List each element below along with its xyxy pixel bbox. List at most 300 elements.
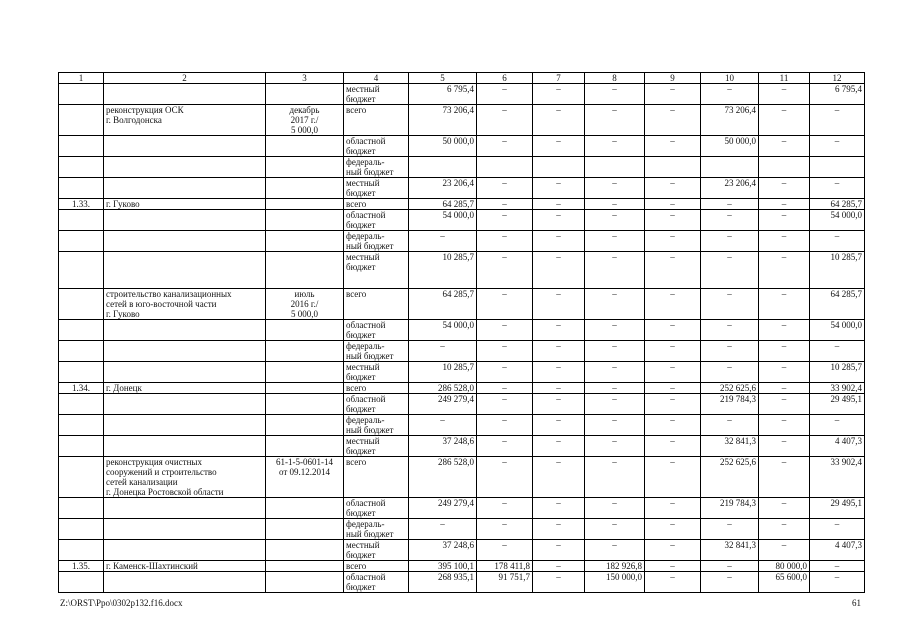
table-cell: – (759, 362, 810, 383)
table-cell: всего (344, 289, 409, 320)
table-cell: – (645, 178, 701, 199)
table-cell: – (585, 415, 645, 436)
table-cell: 73 206,4 (701, 105, 759, 136)
column-header: 4 (344, 73, 409, 84)
table-cell: областной бюджет (344, 394, 409, 415)
table-cell: 23 206,4 (409, 178, 477, 199)
table-cell: – (701, 572, 759, 593)
table-cell (759, 157, 810, 178)
table-cell (59, 320, 104, 341)
table-cell: – (645, 252, 701, 289)
table-cell: 64 285,7 (409, 289, 477, 320)
table-cell: – (533, 561, 585, 572)
table-row (59, 210, 865, 231)
table-cell: – (759, 540, 810, 561)
table-cell: 50 000,0 (701, 136, 759, 157)
table-cell: – (645, 561, 701, 572)
table-row (59, 394, 865, 415)
table-cell: – (810, 136, 865, 157)
table-cell: 1.35. (59, 561, 104, 572)
table-cell: – (759, 436, 810, 457)
table-cell: 10 285,7 (409, 362, 477, 383)
table-cell (59, 252, 104, 289)
table-cell: – (585, 498, 645, 519)
table-cell: 64 285,7 (810, 289, 865, 320)
table-cell: – (645, 105, 701, 136)
table-cell (533, 157, 585, 178)
table-row (59, 540, 865, 561)
table-cell: 10 285,7 (409, 252, 477, 289)
table-cell: – (477, 231, 533, 252)
table-row (59, 498, 865, 519)
table-cell: – (533, 383, 585, 394)
table-row (59, 383, 865, 394)
table-cell: 54 000,0 (409, 210, 477, 231)
table-cell: федераль- ный бюджет (344, 519, 409, 540)
column-header: 2 (104, 73, 266, 84)
table-cell: – (645, 415, 701, 436)
table-cell: – (645, 457, 701, 498)
table-row (59, 157, 865, 178)
table-cell: – (810, 105, 865, 136)
table-cell: 64 285,7 (409, 199, 477, 210)
table-cell (59, 436, 104, 457)
table-cell: – (759, 394, 810, 415)
table-row (59, 84, 865, 105)
table-cell: – (701, 231, 759, 252)
table-cell: 252 625,6 (701, 383, 759, 394)
table-cell: – (810, 231, 865, 252)
table-cell: 32 841,3 (701, 540, 759, 561)
table-row (59, 341, 865, 362)
table-cell: 64 285,7 (810, 199, 865, 210)
table-cell (266, 519, 344, 540)
table-cell: – (533, 289, 585, 320)
table-cell: местный бюджет (344, 252, 409, 289)
table-cell: всего (344, 199, 409, 210)
table-cell: – (585, 383, 645, 394)
table-cell: – (477, 320, 533, 341)
table-row (59, 252, 865, 289)
table-cell: 32 841,3 (701, 436, 759, 457)
file-path: Z:\ORST\Ppo\0302p132.f16.docx (60, 598, 183, 608)
table-cell (104, 498, 266, 519)
table-cell: – (533, 320, 585, 341)
table-cell (104, 252, 266, 289)
table-row (59, 572, 865, 593)
table-cell: 1.34. (59, 383, 104, 394)
table-cell: – (645, 436, 701, 457)
table-cell: – (701, 362, 759, 383)
table-cell (266, 341, 344, 362)
table-cell: 80 000,0 (759, 561, 810, 572)
table-cell (104, 341, 266, 362)
table-cell (266, 252, 344, 289)
table-cell: 29 495,1 (810, 394, 865, 415)
table-cell: федераль- ный бюджет (344, 341, 409, 362)
table-cell: 219 784,3 (701, 394, 759, 415)
table-cell: – (477, 540, 533, 561)
table-cell: – (533, 178, 585, 199)
table-cell: – (759, 178, 810, 199)
table-cell: – (533, 362, 585, 383)
table-cell: – (585, 457, 645, 498)
table-cell: 150 000,0 (585, 572, 645, 593)
table-cell: областной бюджет (344, 498, 409, 519)
table-cell: 182 926,8 (585, 561, 645, 572)
table-cell: – (585, 341, 645, 362)
table-cell: – (533, 540, 585, 561)
table-cell: – (645, 519, 701, 540)
budget-table (58, 72, 865, 593)
table-cell: – (701, 561, 759, 572)
table-cell: 178 411,8 (477, 561, 533, 572)
table-cell: – (585, 210, 645, 231)
table-cell: – (645, 210, 701, 231)
table-cell: – (533, 84, 585, 105)
table-row (59, 231, 865, 252)
table-cell: – (585, 252, 645, 289)
table-cell: – (477, 415, 533, 436)
table-cell: – (477, 84, 533, 105)
table-cell: – (645, 498, 701, 519)
table-cell: – (810, 519, 865, 540)
table-cell: – (533, 457, 585, 498)
table-cell (104, 231, 266, 252)
table-cell: 286 528,0 (409, 383, 477, 394)
table-cell: – (810, 561, 865, 572)
table-cell: 252 625,6 (701, 457, 759, 498)
table-cell: – (645, 231, 701, 252)
table-cell: – (533, 105, 585, 136)
table-cell: местный бюджет (344, 84, 409, 105)
table-cell: – (645, 572, 701, 593)
table-cell (645, 157, 701, 178)
table-cell: – (645, 199, 701, 210)
table-cell: – (409, 341, 477, 362)
table-cell: декабрь 2017 г./ 5 000,0 (266, 105, 344, 136)
table-cell: – (645, 341, 701, 362)
table-row (59, 199, 865, 210)
table-cell: 37 248,6 (409, 540, 477, 561)
table-cell (701, 157, 759, 178)
table-cell: – (477, 252, 533, 289)
table-cell: 395 100,1 (409, 561, 477, 572)
column-header: 1 (59, 73, 104, 84)
table-cell: – (701, 210, 759, 231)
table-cell: – (477, 341, 533, 362)
table-cell: местный бюджет (344, 178, 409, 199)
column-header: 11 (759, 73, 810, 84)
table-row (59, 105, 865, 136)
table-cell: – (477, 210, 533, 231)
table-cell: федераль- ный бюджет (344, 231, 409, 252)
table-cell: – (585, 519, 645, 540)
table-cell: – (645, 84, 701, 105)
table-cell (266, 320, 344, 341)
table-row (59, 561, 865, 572)
table-cell (59, 136, 104, 157)
table-cell: – (533, 498, 585, 519)
table-cell: – (759, 105, 810, 136)
table-cell (59, 498, 104, 519)
table-cell: г. Гуково (104, 199, 266, 210)
table-cell (104, 415, 266, 436)
table-cell: – (477, 498, 533, 519)
table-cell (59, 394, 104, 415)
table-cell: – (477, 178, 533, 199)
column-header: 8 (585, 73, 645, 84)
table-cell (266, 136, 344, 157)
table-cell (104, 84, 266, 105)
table-cell (266, 157, 344, 178)
table-cell: – (533, 394, 585, 415)
table-cell: 37 248,6 (409, 436, 477, 457)
table-cell: 4 407,3 (810, 436, 865, 457)
table-cell: 4 407,3 (810, 540, 865, 561)
table-cell: 33 902,4 (810, 383, 865, 394)
table-cell (59, 540, 104, 561)
table-cell: – (477, 199, 533, 210)
table-cell: – (759, 84, 810, 105)
table-cell (104, 436, 266, 457)
table-cell: – (477, 105, 533, 136)
table-cell: – (759, 457, 810, 498)
table-cell: – (645, 394, 701, 415)
table-cell (585, 157, 645, 178)
table-cell: 61-1-5-0601-14 от 09.12.2014 (266, 457, 344, 498)
table-cell: – (477, 436, 533, 457)
table-cell: – (585, 362, 645, 383)
table-cell: 54 000,0 (810, 320, 865, 341)
table-cell (104, 519, 266, 540)
table-cell: 91 751,7 (477, 572, 533, 593)
table-cell: федераль- ный бюджет (344, 415, 409, 436)
table-cell: – (533, 415, 585, 436)
table-cell (266, 394, 344, 415)
table-cell (59, 572, 104, 593)
table-cell: 50 000,0 (409, 136, 477, 157)
table-cell: – (759, 519, 810, 540)
table-cell (266, 231, 344, 252)
table-cell: – (533, 436, 585, 457)
table-row (59, 289, 865, 320)
table-cell (266, 84, 344, 105)
table-cell: – (409, 519, 477, 540)
table-cell (104, 210, 266, 231)
table-cell (266, 572, 344, 593)
table-cell (266, 436, 344, 457)
table-cell: местный бюджет (344, 540, 409, 561)
table-cell (266, 362, 344, 383)
table-cell: – (759, 383, 810, 394)
table-cell: – (810, 341, 865, 362)
table-cell: – (759, 136, 810, 157)
table-cell: – (701, 84, 759, 105)
table-cell: всего (344, 457, 409, 498)
table-cell: 73 206,4 (409, 105, 477, 136)
table-row (59, 136, 865, 157)
table-cell (59, 519, 104, 540)
table-cell (477, 157, 533, 178)
table-cell (59, 231, 104, 252)
table-cell (59, 457, 104, 498)
table-cell: – (585, 136, 645, 157)
table-cell: – (533, 210, 585, 231)
table-row (59, 519, 865, 540)
table-row (59, 178, 865, 199)
table-cell (266, 178, 344, 199)
table-cell (104, 362, 266, 383)
table-cell: – (409, 415, 477, 436)
table-cell: – (533, 231, 585, 252)
table-cell: – (533, 136, 585, 157)
table-cell (104, 394, 266, 415)
column-header: 7 (533, 73, 585, 84)
table-cell: – (409, 231, 477, 252)
column-header: 6 (477, 73, 533, 84)
table-row (59, 436, 865, 457)
table-cell: – (477, 362, 533, 383)
table-cell: 219 784,3 (701, 498, 759, 519)
table-cell: – (533, 519, 585, 540)
table-cell: – (645, 136, 701, 157)
table-cell (104, 178, 266, 199)
table-cell: – (645, 320, 701, 341)
column-header: 12 (810, 73, 865, 84)
table-cell: 1.33. (59, 199, 104, 210)
header-row (59, 73, 865, 84)
table-cell: – (701, 289, 759, 320)
table-cell: – (701, 341, 759, 362)
table-cell: – (701, 519, 759, 540)
table-cell (266, 498, 344, 519)
table-cell (59, 105, 104, 136)
table-cell: 286 528,0 (409, 457, 477, 498)
table-cell: – (533, 252, 585, 289)
table-cell: областной бюджет (344, 320, 409, 341)
table-cell: 65 600,0 (759, 572, 810, 593)
column-header: 5 (409, 73, 477, 84)
table-cell: – (701, 320, 759, 341)
table-cell: 54 000,0 (810, 210, 865, 231)
table-cell (266, 415, 344, 436)
table-cell (59, 157, 104, 178)
table-cell: – (645, 540, 701, 561)
table-row (59, 362, 865, 383)
table-cell: – (585, 105, 645, 136)
table-cell: всего (344, 383, 409, 394)
table-cell (59, 178, 104, 199)
table-cell: 249 279,4 (409, 394, 477, 415)
table-cell: – (477, 383, 533, 394)
table-cell: – (810, 415, 865, 436)
table-cell: 249 279,4 (409, 498, 477, 519)
table-cell: – (759, 498, 810, 519)
table-cell: – (477, 289, 533, 320)
table-cell: 6 795,4 (409, 84, 477, 105)
table-cell: – (759, 231, 810, 252)
table-cell (104, 157, 266, 178)
table-cell (59, 289, 104, 320)
table-cell: – (585, 540, 645, 561)
table-cell (104, 540, 266, 561)
table-cell (266, 540, 344, 561)
table-cell: федераль- ный бюджет (344, 157, 409, 178)
table-cell: – (701, 252, 759, 289)
table-cell: 10 285,7 (810, 362, 865, 383)
table-cell: местный бюджет (344, 362, 409, 383)
table-cell: – (759, 341, 810, 362)
table-cell: – (477, 136, 533, 157)
table-cell: – (701, 415, 759, 436)
table-cell: – (585, 394, 645, 415)
table-cell: – (585, 178, 645, 199)
table-cell: – (759, 289, 810, 320)
table-cell: – (645, 289, 701, 320)
table-cell: – (477, 394, 533, 415)
table-cell: 268 935,1 (409, 572, 477, 593)
table-cell: – (759, 320, 810, 341)
table-cell: г. Каменск-Шахтинский (104, 561, 266, 572)
table-row (59, 320, 865, 341)
table-cell: 33 902,4 (810, 457, 865, 498)
table-cell (59, 415, 104, 436)
column-header: 9 (645, 73, 701, 84)
table-cell (104, 572, 266, 593)
table-row (59, 415, 865, 436)
table-cell: – (585, 84, 645, 105)
table-cell: строительство канализационных сетей в юго-восточной части г. Гуково (104, 289, 266, 320)
table-cell: 54 000,0 (409, 320, 477, 341)
table-cell: – (585, 199, 645, 210)
table-cell: – (759, 415, 810, 436)
table-cell: – (585, 289, 645, 320)
column-header: 10 (701, 73, 759, 84)
table-cell: областной бюджет (344, 210, 409, 231)
table-cell: всего (344, 105, 409, 136)
table-cell: – (810, 572, 865, 593)
table-cell: 23 206,4 (701, 178, 759, 199)
column-header: 3 (266, 73, 344, 84)
table-cell (266, 561, 344, 572)
table-cell: – (701, 199, 759, 210)
table-cell: реконструкция очистных сооружений и строительство сетей канализации г. Донецка Ростовской области (104, 457, 266, 498)
table-cell: областной бюджет (344, 572, 409, 593)
table-cell: 29 495,1 (810, 498, 865, 519)
table-cell: 10 285,7 (810, 252, 865, 289)
table-cell: июль 2016 г./ 5 000,0 (266, 289, 344, 320)
table-cell: – (810, 178, 865, 199)
table-cell (409, 157, 477, 178)
table-cell: – (533, 572, 585, 593)
table-cell (59, 362, 104, 383)
table-cell: – (585, 320, 645, 341)
page-number: 61 (852, 598, 861, 608)
table-cell: – (585, 231, 645, 252)
table-cell: – (477, 457, 533, 498)
table-cell: 6 795,4 (810, 84, 865, 105)
table-row (59, 457, 865, 498)
table-cell: – (645, 383, 701, 394)
table-cell: всего (344, 561, 409, 572)
table-cell: местный бюджет (344, 436, 409, 457)
table-cell (266, 383, 344, 394)
table-cell: областной бюджет (344, 136, 409, 157)
table-cell: – (759, 199, 810, 210)
table-cell (266, 199, 344, 210)
table-cell: – (533, 199, 585, 210)
